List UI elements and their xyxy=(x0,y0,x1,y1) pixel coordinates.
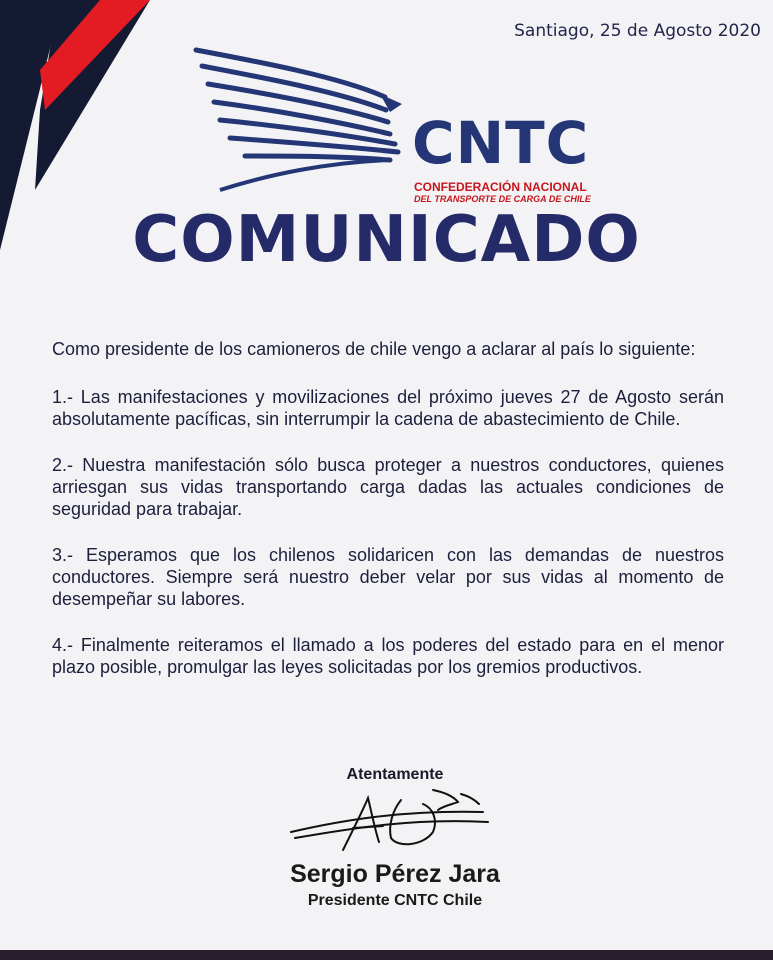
signer-title: Presidente CNTC Chile xyxy=(307,892,483,909)
document-title: COMUNICADO xyxy=(132,203,641,277)
signer-name: Sergio Pérez Jara xyxy=(290,860,500,888)
point-3-paragraph: 3.- Esperamos que los chilenos solidaricen con las demandas de nuestros conductores. Siempre será nuestro deber velar por sus vidas al momento de desempeñar su labores. xyxy=(52,545,724,609)
logo-subtitle-2: DEL TRANSPORTE DE CARGA DE CHILE xyxy=(414,194,591,204)
logo-acronym: CNTC xyxy=(412,109,590,177)
point-4-paragraph: 4.- Finalmente reiteramos el llamado a los poderes del estado para en el menor plazo posible, promulgar las leyes solicitadas por los gremios productivos. xyxy=(52,635,724,677)
point-1-paragraph: 1.- Las manifestaciones y movilizaciones del próximo jueves 27 de Agosto serán absolutamente pacíficas, sin interrumpir la cadena de abastecimiento de Chile. xyxy=(52,387,724,429)
date-line: Santiago, 25 de Agosto 2020 xyxy=(514,21,761,41)
cntc-logo xyxy=(190,42,590,202)
document-body xyxy=(52,338,724,702)
handwritten-signature xyxy=(283,780,498,860)
closing-salutation: Atentamente xyxy=(346,766,444,783)
bottom-border xyxy=(0,950,773,960)
logo-subtitle-1: CONFEDERACIÓN NACIONAL xyxy=(414,180,587,194)
eagle-wings-icon xyxy=(190,42,405,197)
intro-paragraph: Como presidente de los camioneros de chile vengo a aclarar al país lo siguiente: xyxy=(52,339,696,359)
point-2-paragraph: 2.- Nuestra manifestación sólo busca proteger a nuestros conductores, quienes arriesgan sus vidas transportando carga dadas las actuales condiciones de seguridad para trabajar. xyxy=(52,455,724,519)
